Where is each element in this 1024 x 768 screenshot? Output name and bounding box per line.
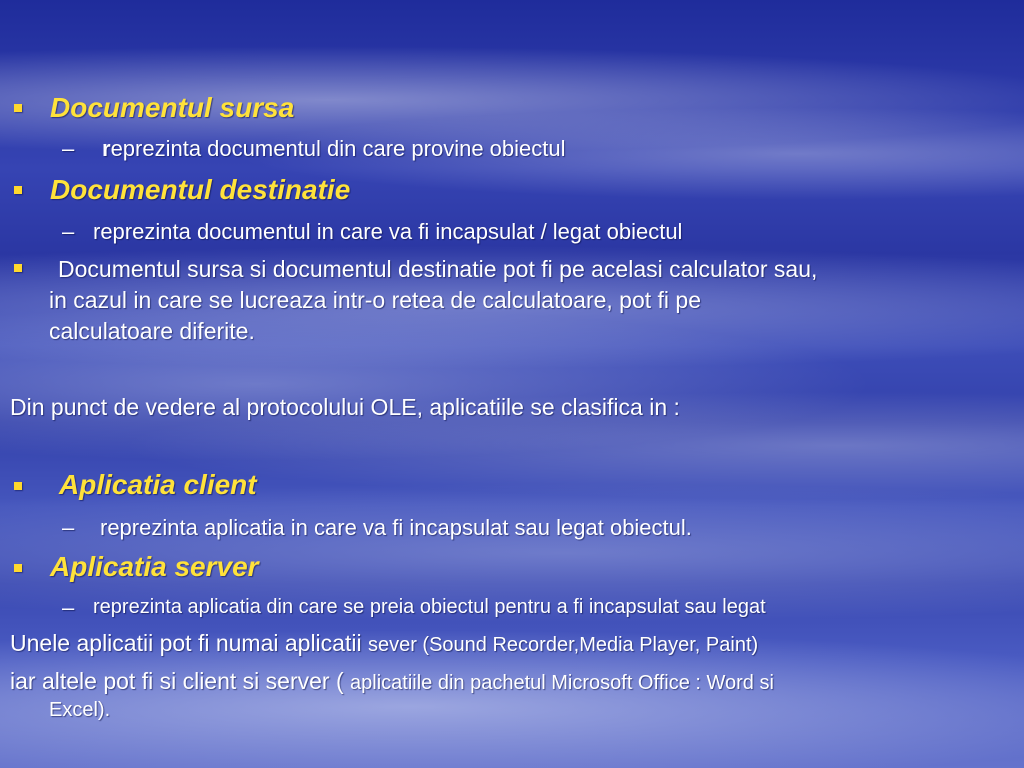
square-bullet-icon <box>14 564 22 572</box>
closing-line-2-small: aplicatiile din pachetul Microsoft Office : Word si <box>350 672 774 694</box>
paragraph-line-1: Documentul sursa si documentul destinatie pot fi pe acelasi calculator sau, <box>58 256 818 282</box>
intro-sentence: Din punct de vedere al protocolului OLE, aplicatiile se clasifica in : <box>10 394 680 420</box>
sub-item-text: eprezinta documentul din care provine obiectul <box>110 136 566 161</box>
dash-icon: – <box>62 136 75 161</box>
closing-line-1-main: Unele aplicatii pot fi numai aplicatii <box>10 630 368 656</box>
dash-icon: – <box>62 515 75 540</box>
closing-line-2 <box>10 668 774 695</box>
closing-line-3: Excel). <box>49 699 111 721</box>
heading-documentul-sursa: Documentul sursa <box>50 92 295 123</box>
sub-item-lead-letter: r <box>102 136 111 161</box>
closing-line-1 <box>10 630 758 657</box>
paragraph-line-3: calculatoare diferite. <box>49 318 255 344</box>
heading-documentul-destinatie: Documentul destinatie <box>50 174 351 205</box>
sub-item-documentul-destinatie: reprezinta documentul in care va fi incapsulat / legat obiectul <box>93 219 683 244</box>
square-bullet-icon <box>14 104 22 112</box>
heading-aplicatia-client: Aplicatia client <box>59 469 257 500</box>
dash-icon: – <box>62 219 75 244</box>
paragraph-line-2: in cazul in care se lucreaza intr-o retea de calculatoare, pot fi pe <box>49 287 702 313</box>
dash-icon: – <box>62 595 75 620</box>
square-bullet-icon <box>14 186 22 194</box>
sub-item-aplicatia-server: reprezinta aplicatia din care se preia obiectul pentru a fi incapsulat sau legat <box>93 596 766 618</box>
square-bullet-icon <box>14 482 22 490</box>
closing-line-1-small: sever (Sound Recorder,Media Player, Paint) <box>367 634 759 656</box>
square-bullet-icon <box>14 264 22 272</box>
closing-line-2-main: iar altele pot fi si client si server ( <box>10 668 351 694</box>
sub-item-documentul-sursa <box>102 136 566 162</box>
sub-item-aplicatia-client: reprezinta aplicatia in care va fi incapsulat sau legat obiectul. <box>100 515 692 540</box>
heading-aplicatia-server: Aplicatia server <box>50 551 259 582</box>
